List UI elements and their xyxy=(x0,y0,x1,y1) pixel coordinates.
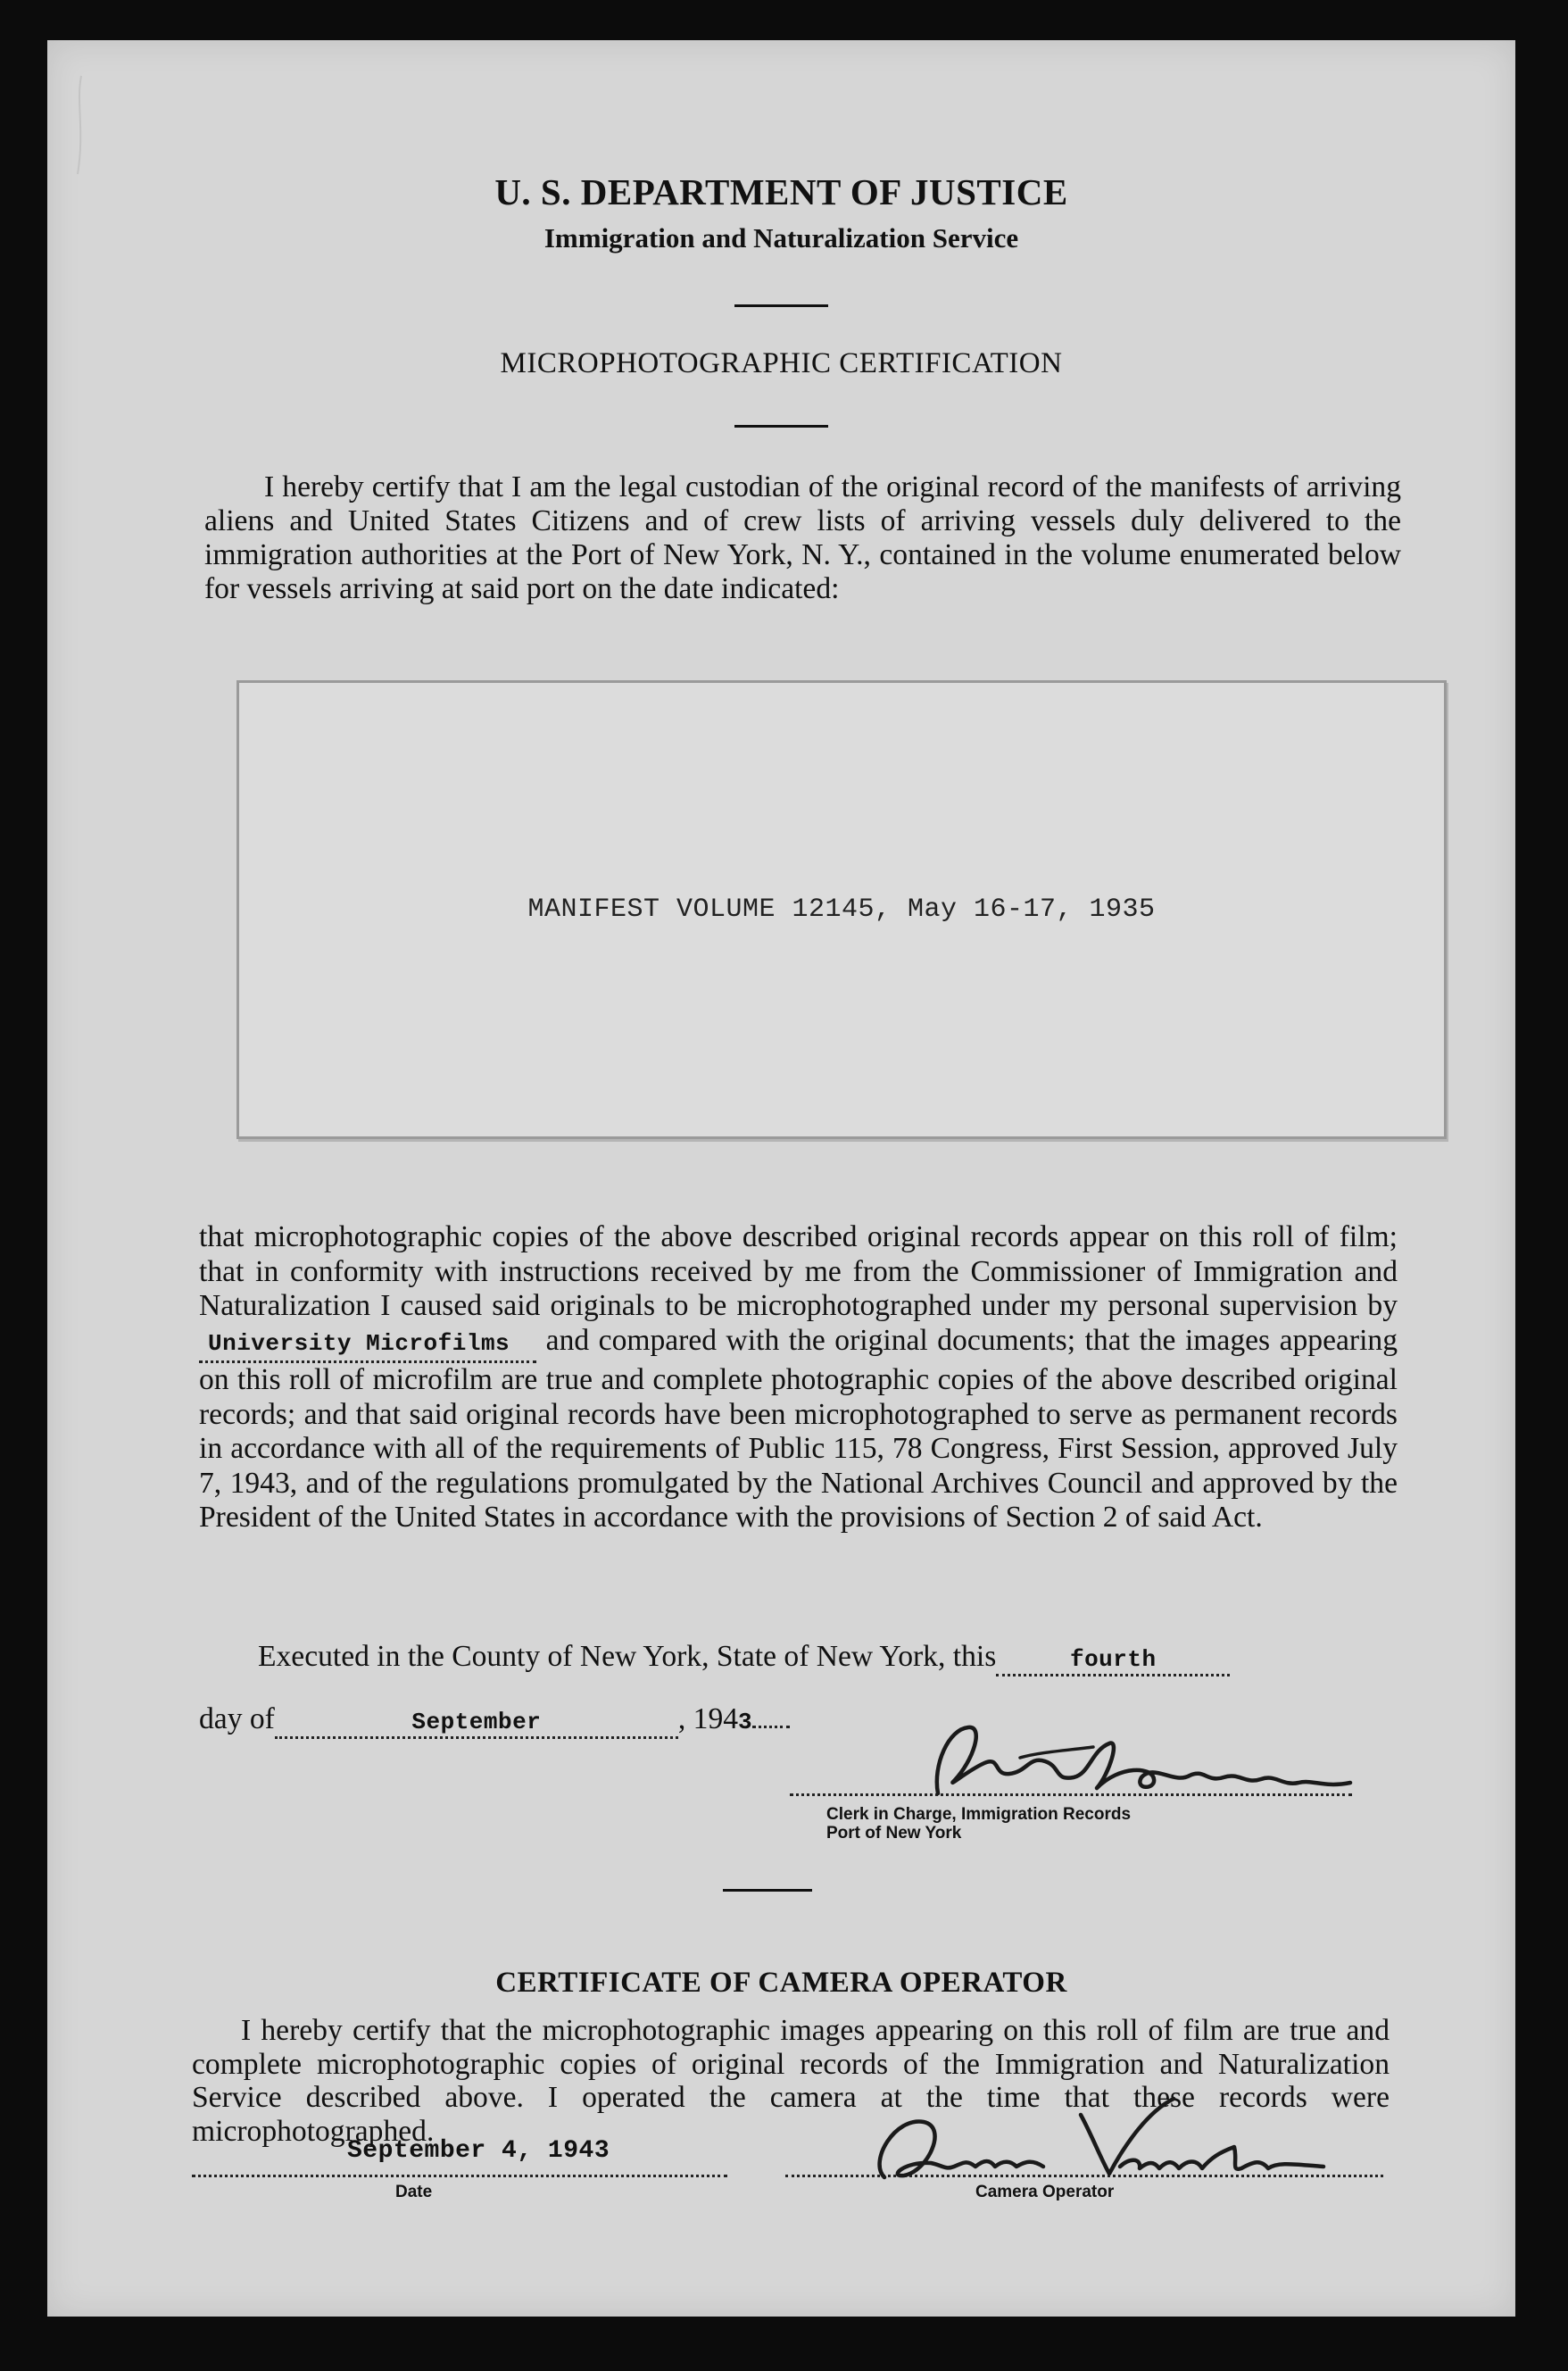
month-field xyxy=(275,1702,678,1739)
department-heading: U. S. DEPARTMENT OF JUSTICE xyxy=(494,171,1068,212)
executed-line xyxy=(258,1640,1230,1676)
intro-paragraph: I hereby certify that I am the legal custodian of the original record of the manifests of arriving aliens and United States Citizens and of crew lists of arriving vessels duly delivered to the immigration authorities at the Port of New York, N. Y., contained in the volume enumerated below for vessels arriving at said port on the date indicated: xyxy=(204,470,1401,605)
document-sheet xyxy=(47,40,1515,2317)
camera-operator-label: Camera Operator xyxy=(975,2183,1115,2201)
date-line xyxy=(192,2175,727,2177)
year-dots xyxy=(752,1726,790,1728)
executed-day-field xyxy=(996,1640,1230,1676)
operator-certificate-title: CERTIFICATE OF CAMERA OPERATOR xyxy=(495,1967,1067,1999)
divider-operator xyxy=(723,1889,812,1892)
clerk-title-line1: Clerk in Charge, Immigration Records xyxy=(826,1805,1132,1824)
service-subheading: Immigration and Naturalization Service xyxy=(543,222,1019,254)
operator-paragraph: I hereby certify that the microphotographic images appearing on this roll of film are true and complete microphotographic copies of original records of the Immigration and Naturalization Service described above. I operated the camera at the time that these records were microphotographed. xyxy=(192,2014,1390,2148)
operator-signature-image xyxy=(842,2090,1341,2188)
supervisor-value: University Microfilms xyxy=(208,1329,510,1357)
body-part2: and compared with the original documents; that the images appearing on this roll of microfilm are true and complete photographic copies of the above described original records; and that said original records have been microphotographed to serve as permanent records in accordance with all of the requirements of Public 115, 78 Congress, First Session, approved July 7, 1943, and of the regulations promulgated by the National Archives Council and approved by the President of the United States in accordance with the provisions of Section 2 of said Act. xyxy=(199,1323,1398,1534)
scratch-mark xyxy=(65,67,101,192)
manifest-insert-card xyxy=(236,680,1447,1139)
day-of-label: day of xyxy=(199,1702,275,1735)
certification-title: MICROPHOTOGRAPHIC CERTIFICATION xyxy=(500,347,1063,379)
supervisor-field xyxy=(199,1324,536,1364)
executed-prefix: Executed in the County of New York, State of New York, this xyxy=(258,1640,997,1673)
clerk-title-line2: Port of New York xyxy=(826,1824,962,1843)
executed-day-value: fourth xyxy=(1069,1646,1157,1673)
year-printed: , 194 xyxy=(677,1702,739,1735)
year-typed: 3 xyxy=(738,1709,753,1735)
month-value: September xyxy=(411,1709,542,1735)
body-paragraph xyxy=(199,1220,1398,1535)
day-of-line xyxy=(199,1702,790,1739)
body-part1: that microphotographic copies of the above described original records appear on this roll of film; that in conformity with instructions received by me from the Commissioner of Immigration and Naturalization I caused said originals to be microphotographed under my personal supervision by xyxy=(199,1220,1398,1322)
divider-top xyxy=(734,304,828,307)
operator-date-value: September 4, 1943 xyxy=(347,2137,610,2165)
divider-under-title xyxy=(734,425,828,428)
manifest-line: MANIFEST VOLUME 12145, May 16-17, 1935 xyxy=(527,894,1156,925)
date-label: Date xyxy=(395,2183,433,2201)
clerk-signature-image xyxy=(886,1711,1368,1805)
